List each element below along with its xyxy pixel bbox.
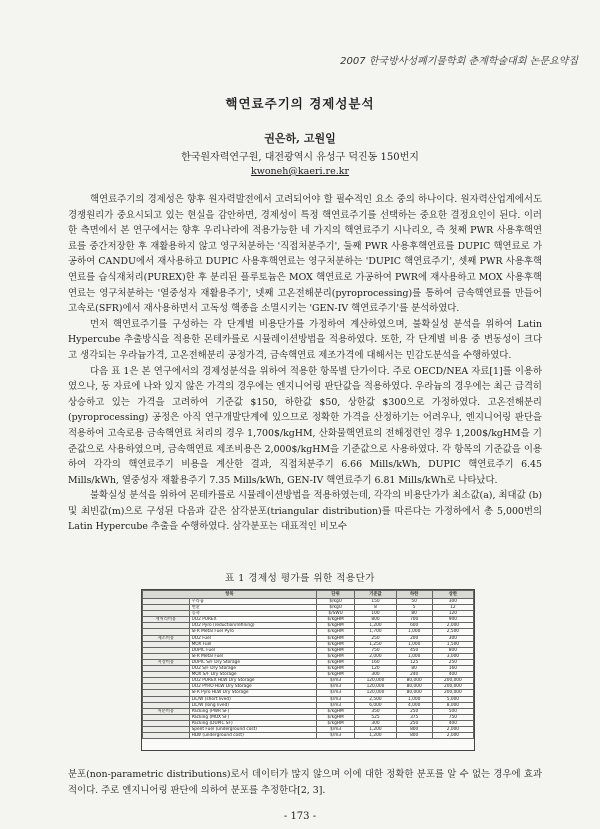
- table-row: [143, 733, 474, 739]
- table-cell-item: Packing (PWR SF): [189, 708, 316, 714]
- table-cell-low: 80,000: [396, 678, 432, 684]
- table-cell-high: 400: [432, 720, 473, 726]
- table-cell-group: [143, 733, 190, 739]
- table-cell-item: SFR Metal Fuel Pyro: [189, 629, 316, 635]
- table-cell-low: 700: [396, 617, 432, 623]
- abstract-body: [68, 192, 542, 535]
- table-cell-unit: $/kgHM: [316, 653, 355, 659]
- header-unit: 단위: [316, 591, 355, 599]
- table-cell-high: 8,000: [432, 702, 473, 708]
- header-low: 하한: [396, 591, 432, 599]
- paper-title: 핵연료주기의 경제성분석: [225, 96, 375, 111]
- table-cell-base: 1,700: [355, 629, 396, 635]
- table-cell-high: 200,000: [432, 678, 473, 684]
- table-cell-base: 1,200: [355, 623, 396, 629]
- table-cell-high: 300: [432, 599, 473, 605]
- table-cell-low: 250: [396, 708, 432, 714]
- table-cell-group: 재처리비용: [143, 617, 190, 623]
- table-cell-group: 제조비용: [143, 635, 190, 641]
- table-cell-high: 200,000: [432, 690, 473, 696]
- table-cell-base: 350: [355, 708, 396, 714]
- running-header: 2007 한국방사성폐기물학회 춘계학술대회 논문요약집: [340, 56, 578, 67]
- table-cell-item: 농축: [189, 611, 316, 617]
- continued-paragraph: 분포(non-parametric distributions)로서 데이터가 많지 않으며 이에 대한 정확한 분포를 알 수 없는 경우에 효과적이다. 주로 엔지니어링 판단에 의하여 분포를 추정한다[2, 3].: [68, 769, 542, 796]
- table-cell-item: UO2 PUREX: [189, 617, 316, 623]
- table-cell-low: 125: [396, 659, 432, 665]
- table-cell-high: 160: [432, 666, 473, 672]
- table-cell-item: Packing (DUPIC SF): [189, 720, 316, 726]
- table-cell-base: 120,000: [355, 690, 396, 696]
- table-cell-unit: $/m3: [316, 690, 355, 696]
- table-cell-unit: $/kgHM: [316, 708, 355, 714]
- table-cell-low: 1,000: [396, 629, 432, 635]
- table-cell-low: 200: [396, 635, 432, 641]
- table-cell-unit: $/kgHM: [316, 629, 355, 635]
- table-cell-low: 450: [396, 647, 432, 653]
- table-cell-base: 1,250: [355, 641, 396, 647]
- cost-table: [142, 590, 474, 739]
- table-cell-high: 3,000: [432, 653, 473, 659]
- table-cell-unit: $/kgU: [316, 605, 355, 611]
- table-cell-base: 800: [355, 617, 396, 623]
- cost-table-container: [141, 589, 475, 751]
- table-cell-item: UO2 PUREX HLW Dry Storage: [189, 678, 316, 684]
- table-cell-low: 250: [396, 720, 432, 726]
- header-high: 상한: [432, 591, 473, 599]
- table-cell-unit: $/kgHM: [316, 617, 355, 623]
- table-cell-unit: $/m3: [316, 684, 355, 690]
- table-cell-item: 우라늄: [189, 599, 316, 605]
- table-cell-low: 1,000: [396, 641, 432, 647]
- table-cell-unit: $/m3: [316, 733, 355, 739]
- table-cell-unit: $/kgHM: [316, 641, 355, 647]
- table-caption: 표 1 경제성 평가를 위한 적용단가: [225, 573, 375, 584]
- table-cell-group: 저장비용: [143, 659, 190, 665]
- table-cell-base: 100: [355, 611, 396, 617]
- table-cell-item: MOX S/F Dry Storage: [189, 672, 316, 678]
- table-cell-high: 2,500: [432, 629, 473, 635]
- table-cell-high: 400: [432, 672, 473, 678]
- table-cell-high: 900: [432, 617, 473, 623]
- table-cell-unit: $/m3: [316, 726, 355, 732]
- paragraph-3: 다음 표 1은 본 연구에서의 경제성분석을 위하여 적용한 항목별 단가이다. 주로 OECD/NEA 자료[1]를 이용하였으나, 동 자료에 나와 있지 않은 가격의 경우에는 엔지니어링 판단값을 적용하였다. 우라늄의 경우에는 최근 급격히 상승하고 있는 가격을 고려하여 기준값 $150, 하한값 $50, 상한값 $300으로 가정하였다. 고온전해분리(pyroprocessing) 공정은 아직 연구개발단계에 있으므로 정확한 가격을 산정하기는 어려우나, 엔지니어링 판단을 적용하여 고속로용 금속핵연료 처리의 경우 1,700$/kgHM, 산화물핵연료의 전해정련인 경우 1,200$/kgHM을 기준값으로 사용하였으며, 금속핵연료 제조비용은 2,000$/kgHM을 기준값으로 사용하였다. 각 항목의 기준값을 이용하여 각각의 핵연료주기 비용을 계산한 결과, 직접처분주기 6.66 Mills/kWh, DUPIC 핵연료주기 6.45 Mills/kWh, 열중성자 재활용주기 7.35 Mills/kWh, GEN-IV 핵연료주기 6.81 Mills/kWh로 나타났다.: [68, 365, 542, 486]
- table-cell-high: 2,000: [432, 726, 473, 732]
- table-cell-low: 50: [396, 599, 432, 605]
- table-cell-unit: $/kgHM: [316, 672, 355, 678]
- table-cell-group: 처분비용: [143, 708, 190, 714]
- table-cell-high: 200,000: [432, 684, 473, 690]
- table-cell-high: 300: [432, 635, 473, 641]
- table-cell-item: Packing (MOX SF): [189, 714, 316, 720]
- table-cell-item: SFR Pyro HLW Dry Storage: [189, 690, 316, 696]
- table-cell-high: 1,500: [432, 641, 473, 647]
- table-cell-item: LIL/W (short lived): [189, 696, 316, 702]
- table-cell-high: 120: [432, 611, 473, 617]
- table-cell-item: SFR Metal Fuel: [189, 653, 316, 659]
- table-cell-high: 750: [432, 714, 473, 720]
- table-cell-item: LIL/W (long lived): [189, 702, 316, 708]
- table-cell-base: 2,000: [355, 653, 396, 659]
- table-cell-item: DUPIC Fuel: [189, 647, 316, 653]
- table-cell-low: 80,000: [396, 690, 432, 696]
- paragraph-4: 불확실성 분석을 위하여 몬테카를로 시뮬레이션방법을 적용하였는데, 각각의 비용단가가 최소값(a), 최대값 (b) 및 최빈값(m)으로 구성된 다음과 같은 삼각분포(triangular distribution)를 따른다는 가정하에서 총 5,000번의 Latin Hypercube 추출을 수행하였다. 삼각분포는 대표적인 비모수: [68, 490, 542, 533]
- header-item: 항목: [143, 591, 317, 599]
- table-cell-unit: $/m3: [316, 678, 355, 684]
- table-cell-item: HLW (underground cost): [189, 733, 316, 739]
- table-cell-low: 375: [396, 714, 432, 720]
- table-cell-low: 80,000: [396, 684, 432, 690]
- affiliation: 한국원자력연구원, 대전광역시 유성구 덕진동 150번지: [181, 152, 419, 163]
- author-email[interactable]: kwoneh@kaeri.re.kr: [250, 166, 350, 177]
- table-cell-low: 4,000: [396, 702, 432, 708]
- table-cell-low: 240: [396, 672, 432, 678]
- table-cell-base: 120,000: [355, 684, 396, 690]
- table-cell-base: 120: [355, 666, 396, 672]
- table-cell-unit: $/kgU: [316, 599, 355, 605]
- table-cell-low: 80: [396, 611, 432, 617]
- table-cell-item: MOX Fuel: [189, 641, 316, 647]
- table-cell-high: 2,000: [432, 623, 473, 629]
- table-cell-unit: $/kgHM: [316, 647, 355, 653]
- table-cell-low: 1,000: [396, 653, 432, 659]
- table-cell-high: 12: [432, 605, 473, 611]
- table-cell-unit: $/kgHM: [316, 714, 355, 720]
- table-cell-base: 120,000: [355, 678, 396, 684]
- header-base: 기준값: [355, 591, 396, 599]
- table-cell-base: 1,200: [355, 726, 396, 732]
- table-cell-item: DUPIC S/F Dry Storage: [189, 659, 316, 665]
- table-cell-item: 변환: [189, 605, 316, 611]
- table-cell-high: 5,000: [432, 696, 473, 702]
- table-header-row: [143, 591, 474, 599]
- table-cell-low: 1,000: [396, 696, 432, 702]
- table-cell-high: 800: [432, 647, 473, 653]
- table-cell-unit: $/kgHM: [316, 720, 355, 726]
- table-cell-low: 80: [396, 666, 432, 672]
- table-cell-item: UO2 Pyro (reduction/refining): [189, 623, 316, 629]
- table-cell-base: 525: [355, 714, 396, 720]
- authors: 권은하, 고원일: [264, 132, 336, 145]
- table-cell-base: 250: [355, 635, 396, 641]
- table-cell-item: Spent Fuel (underground cost): [189, 726, 316, 732]
- table-cell-base: 300: [355, 672, 396, 678]
- table-cell-unit: $/m3: [316, 696, 355, 702]
- table-body: [143, 599, 474, 739]
- page-number: - 173 -: [283, 811, 317, 822]
- table-cell-unit: $/kgHM: [316, 659, 355, 665]
- table-cell-low: 5: [396, 605, 432, 611]
- table-cell-high: 2,000: [432, 733, 473, 739]
- table-cell-unit: $/kgHM: [316, 666, 355, 672]
- table-cell-low: 800: [396, 726, 432, 732]
- table-cell-unit: $/m3: [316, 702, 355, 708]
- table-cell-unit: $/kgHM: [316, 623, 355, 629]
- table-cell-item: UO2 S/F Dry Storage: [189, 666, 316, 672]
- table-cell-base: 2,500: [355, 696, 396, 702]
- table-cell-item: UO2 Fuel: [189, 635, 316, 641]
- table-cell-base: 8: [355, 605, 396, 611]
- table-cell-base: 6,000: [355, 702, 396, 708]
- table-cell-base: 750: [355, 647, 396, 653]
- table-cell-base: 160: [355, 659, 396, 665]
- table-cell-low: 600: [396, 623, 432, 629]
- table-cell-unit: $/kgHM: [316, 635, 355, 641]
- paragraph-1: 핵연료주기의 경제성은 향후 원자력발전에서 고려되어야 할 필수적인 요소 중의 하나이다. 원자력산업계에서도 경쟁원리가 중요시되고 있는 현실을 감안하면, 경제성이 특정 핵연료주기를 선택하는 중요한 결정요인이 된다. 이러한 측면에서 본 연구에서는 향후 우리나라에 적용가능한 네 가지의 핵연료주기 시나리오, 즉 첫째 PWR 사용후핵연료를 중간저장한 후 재활용하지 않고 영구처분하는 '직접처분주기', 둘째 PWR 사용후핵연료를 DUPIC 핵연료로 가공하여 CANDU에서 재사용하고 DUPIC 사용후핵연료는 영구처분하는 'DUPIC 핵연료주기', 셋째 PWR 사용후핵연료를 습식재처리(PUREX)한 후 분리된 플루토늄은 MOX 핵연료로 가공하여 PWR에 재사용하고 MOX 사용후핵연료는 영구처분하는 '열중성자 재활용주기', 넷째 고온전해분리(pyroprocessing)를 통하여 금속핵연료를 만들어 고속로(SFR)에서 재사용하면서 고독성 핵종을 소멸시키는 'GEN-IV 핵연료주기'를 분석하였다.: [68, 194, 542, 315]
- table-cell-base: 1,200: [355, 733, 396, 739]
- table-cell-high: 250: [432, 659, 473, 665]
- paragraph-2: 먼저 핵연료주기를 구성하는 각 단계별 비용단가를 가정하여 계산하였으며, 불확실성 분석을 위하여 Latin Hypercube 추출방식을 적용한 몬테카를로 시뮬레이션방법을 적용하였다. 또한, 각 단계별 비용 중 변동성이 크다고 생각되는 우라늄가격, 고온전해분리 공정가격, 금속핵연료 제조가격에 대해서는 민감도분석을 수행하였다.: [68, 318, 542, 361]
- table-cell-base: 300: [355, 720, 396, 726]
- table-cell-unit: $/SWU: [316, 611, 355, 617]
- table-cell-high: 500: [432, 708, 473, 714]
- table-cell-item: UO2 PYRO HLW Dry Storage: [189, 684, 316, 690]
- table-cell-base: 150: [355, 599, 396, 605]
- table-cell-low: 800: [396, 733, 432, 739]
